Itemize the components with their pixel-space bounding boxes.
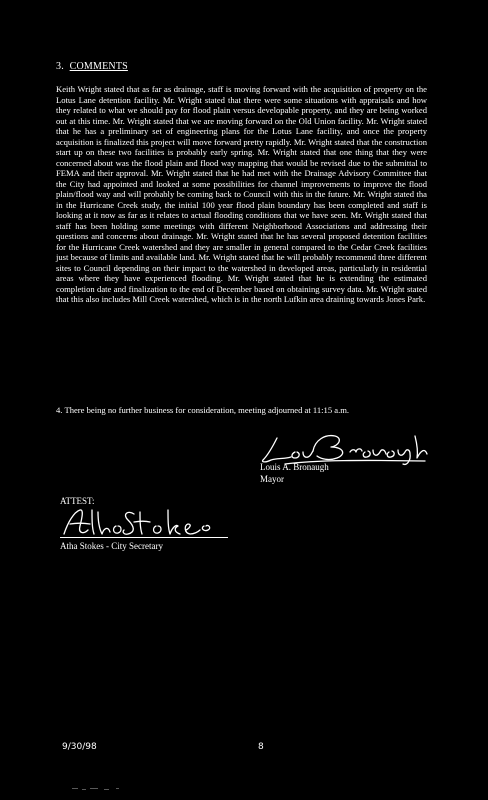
attest-label: ATTEST: xyxy=(60,496,95,506)
section-title: COMMENTS xyxy=(69,61,128,72)
adjournment-paragraph: 4. There being no further business for consideration, meeting adjourned at 11:15 a.m. xyxy=(56,405,350,415)
section-number: 3. xyxy=(56,61,64,72)
secretary-signature xyxy=(58,504,218,540)
secretary-signature-line xyxy=(60,537,228,538)
secretary-name: Atha Stokes - City Secretary xyxy=(60,541,163,551)
mayor-name: Louis A. Bronaugh xyxy=(260,462,329,472)
footer-date: 9/30/98 xyxy=(62,742,97,752)
scan-artifact xyxy=(70,786,150,792)
mayor-title: Mayor xyxy=(260,474,284,484)
section-heading xyxy=(56,61,128,72)
comments-paragraph: Keith Wright stated that as far as drainage, staff is moving forward with the acquisition of property on the Lotus Lane detention facility. Mr. Wright stated that there were some situations with appraisals and how they related to what we should pay for flood plain versus developable property, and they are being worked out at this time. Mr. Wright stated that we are moving forward on the Old Union facility. Mr. Wright stated that he has a preliminary set of engineering plans for the Lotus Lane facility, and once the property acquisition is finalized this project will move forward pretty rapidly. Mr. Wright stated that the construction start up on these two facilities is probably early spring. Mr. Wright stated that one thing that they were concerned about was the flood plain and flood way mapping that would be revised due to the submittal to FEMA and their approval. Mr. Wright stated that he had met with the Drainage Advisory Committee that the City had appointed and looked at some possibilities for channel improvements to improve the flood plain/flood way and will probably be coming back to Council with this in the future. Mr. Wright stated tha in the Hurricane Creek study, the initial 100 year flood plain boundary has been completed and staff is looking at it now as far as it relates to actual flooding conditions that we have seen. Mr. Wright stated that staff has been holding some meetings with different Neighborhood Associations and addressing their questions and concerns about drainage. Mr. Wright stated that he has several proposed detention facilities for the Hurricane Creek watershed and they are smaller in general compared to the Cedar Creek facilities just because of limits and available land. Mr. Wright stated that he will probably recommend three different sites to Council depending on their impact to the watershed in developed areas, particularly in residential areas where they have experienced flooding. Mr. Wright stated that he is extending the estimated completion date and finalization to the end of December based on obtaining survey data. Mr. Wright stated that this also includes Mill Creek watershed, which is in the north Lufkin area draining towards Jones Park. xyxy=(56,84,427,304)
footer-page-number: 8 xyxy=(258,742,264,752)
